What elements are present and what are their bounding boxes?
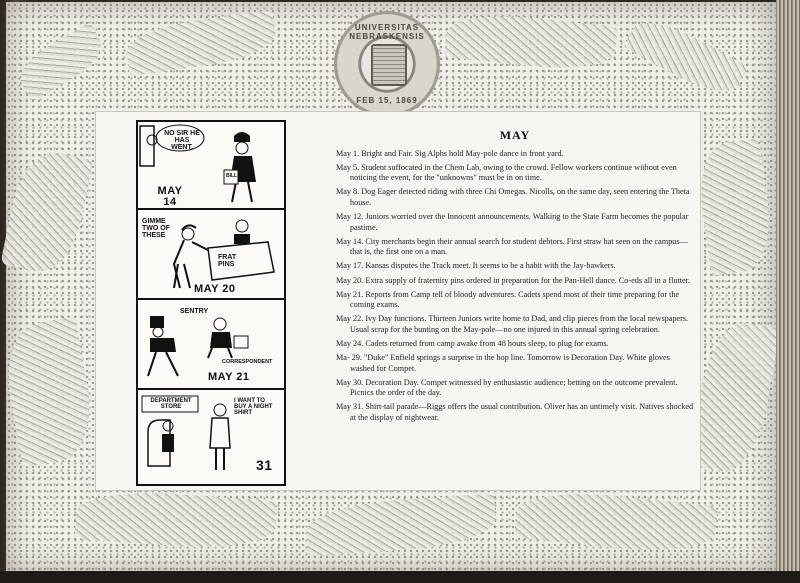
seal-emblem (371, 44, 407, 86)
calendar-entry: May 14. City merchants begin their annual search for student debtors. First straw hat seen on the campus—that is, the first one on a man. (336, 236, 688, 257)
corn-leaf-ornament (0, 146, 93, 278)
content-panel (96, 112, 700, 490)
cartoon-date: MAY 20 (194, 283, 236, 295)
cartoon-strip (136, 120, 286, 486)
corn-leaf-ornament (687, 317, 780, 477)
calendar-entry: May 20. Extra supply of fraternity pins ordered in preparation for the Pan-Hell dance. Co-eds all in a flutter. (336, 275, 691, 285)
calendar-entry: May 30. Decoration Day. Compet witnessed by enthusiastic audience; betting on the outcome prevalent. Picnics the order of the day. (336, 377, 678, 398)
speech-bubble: NO SIR HE HAS WENT. (164, 130, 200, 151)
cartoon-date: MAY 14 (157, 185, 183, 208)
cartoon-panel-may-20 (138, 212, 284, 300)
seal-date: FEB 15, 1869 (356, 96, 418, 105)
corn-leaf-ornament (623, 10, 749, 103)
corn-leaf-ornament (12, 22, 110, 102)
calendar-entry: May 12. Juniors worried over the Innocent announcements. Walking to the State Farm becomes the popular pastime. (336, 212, 689, 232)
cartoon-panel-may-31 (138, 392, 284, 480)
yearbook-page (6, 2, 778, 572)
seal-motto: UNIVERSITAS NEBRASKENSIS (349, 23, 425, 41)
page-stack-edge (776, 0, 800, 583)
cartoon-panel-may-14 (138, 122, 284, 210)
corn-leaf-ornament (0, 316, 100, 467)
university-seal (337, 14, 437, 114)
calendar-entry: May 22. Ivy Day functions. Thirteen Juniors write home to Dad, and clip pieces from the local newspapers. Usual scrap for the bunting on the May-pole—no one injured in this annual spring celebration. (336, 314, 689, 334)
calendar-entry: Ma- 29. "Duke" Enfield springs a surprise in the hop line. Tomorrow is Decoration Day. White gloves washed for Compet. (336, 353, 670, 373)
cartoon-date: MAY 21 (208, 371, 250, 383)
calendar-entry: May 1. Bright and Fair. Sig Alphs hold May-pole dance in front yard. (336, 148, 564, 158)
corn-leaf-ornament (693, 138, 776, 276)
corn-leaf-ornament (514, 486, 718, 559)
calendar-text (336, 130, 694, 427)
calendar-entry: May 21. Reports from Camp tell of bloody adventures. Cadets spend most of their time preparing for the coming exams. (336, 289, 680, 310)
cartoon-date: 31 (256, 457, 273, 473)
calendar-entry: May 5. Student suffocated in the Chem Lab, owing to the crowd. Fellow workers continue without even noticing the event, for the "unknowns" must be in on time. (336, 162, 677, 183)
cartoon-label: FRAT PINS (218, 254, 237, 268)
corn-leaf-ornament (74, 487, 277, 553)
page-title: MAY (499, 128, 531, 142)
cartoon-label: BILL (226, 173, 238, 179)
corn-leaf-ornament (124, 10, 279, 76)
calendar-entry: May 8. Dog Eager detected riding with three Chi Omegas. Nicolls, on the same day, seen entering the Theta house. (336, 187, 690, 207)
calendar-entry: May 24. Cadets returned from camp awake from 48 hours sleep, to plug for exams. (336, 339, 609, 348)
calendar-entry: May 31. Shirt-tail parade—Riggs offers the usual contribution. Oliver has an untimely visit. Natives shocked at the display of nightwear. (336, 402, 694, 423)
speech-caption: SENTRY (180, 308, 209, 315)
speech-caption: GIMME TWO OF THESE (142, 218, 170, 239)
speech-caption: I WANT TO BUY A NIGHT SHIRT (234, 398, 273, 416)
corn-leaf-ornament (444, 9, 618, 75)
corn-leaf-ornament (304, 493, 497, 556)
sign-caption: DEPARTMENT STORE (150, 398, 192, 410)
cartoon-label: CORRESPONDENT (222, 359, 273, 365)
page-bottom-shadow (0, 571, 800, 583)
calendar-entry: May 17. Kansas disputes the Track meet. It seems to be a habit with the Jay-hawkers. (336, 261, 616, 271)
cartoon-panel-may-21 (138, 302, 284, 390)
